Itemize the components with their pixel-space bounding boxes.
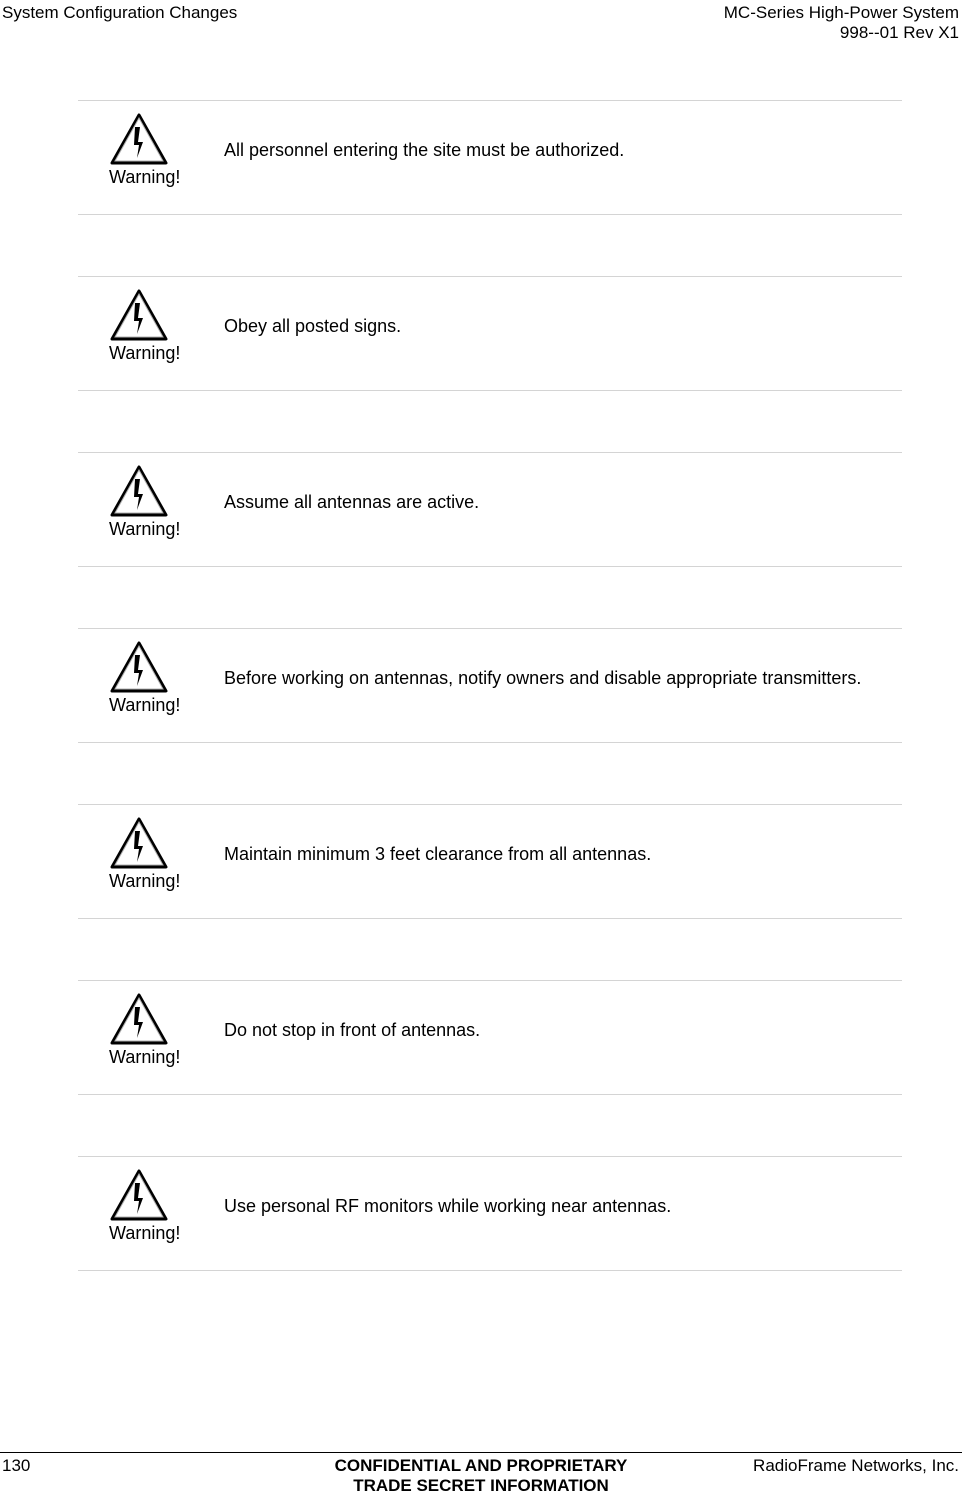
footer-divider — [0, 1452, 962, 1453]
warning-block — [78, 804, 902, 919]
high-voltage-warning-icon — [109, 992, 169, 1046]
warning-label: Warning! — [109, 343, 181, 363]
warning-block — [78, 452, 902, 567]
warning-label: Warning! — [109, 871, 181, 891]
warning-text: All personnel entering the site must be authorized. — [224, 140, 625, 160]
warning-block — [78, 980, 902, 1095]
high-voltage-warning-icon — [109, 112, 169, 166]
warning-block — [78, 1156, 902, 1271]
high-voltage-warning-icon — [109, 640, 169, 694]
warning-label: Warning! — [109, 1047, 181, 1067]
footer-confidential-line2: TRADE SECRET INFORMATION — [353, 1476, 609, 1495]
high-voltage-warning-icon — [109, 1168, 169, 1222]
warning-label: Warning! — [109, 519, 181, 539]
header-doc-number: 998--01 Rev X1 — [839, 23, 959, 42]
warning-text: Assume all antennas are active. — [224, 492, 480, 512]
warning-label: Warning! — [109, 695, 181, 715]
warning-text: Use personal RF monitors while working near antennas. — [224, 1196, 672, 1216]
header-product-info — [724, 3, 959, 43]
footer-confidential-notice — [300, 1456, 662, 1496]
warning-list — [78, 100, 902, 1332]
header-product: MC-Series High-Power System — [723, 3, 959, 22]
warning-text: Maintain minimum 3 feet clearance from all antennas. — [224, 844, 652, 864]
warning-text: Before working on antennas, notify owners and disable appropriate transmitters. — [224, 668, 862, 688]
high-voltage-warning-icon — [109, 816, 169, 870]
warning-text: Do not stop in front of antennas. — [224, 1020, 481, 1040]
warning-text: Obey all posted signs. — [224, 316, 402, 336]
high-voltage-warning-icon — [109, 288, 169, 342]
header-section-title: System Configuration Changes — [2, 3, 238, 22]
high-voltage-warning-icon — [109, 464, 169, 518]
warning-block — [78, 100, 902, 215]
warning-label: Warning! — [109, 167, 181, 187]
footer-company: RadioFrame Networks, Inc. — [753, 1456, 959, 1475]
warning-block — [78, 628, 902, 743]
footer-confidential-line1: CONFIDENTIAL AND PROPRIETARY — [334, 1456, 628, 1475]
warning-block — [78, 276, 902, 391]
footer-page-number: 130 — [2, 1456, 31, 1475]
warning-label: Warning! — [109, 1223, 181, 1243]
